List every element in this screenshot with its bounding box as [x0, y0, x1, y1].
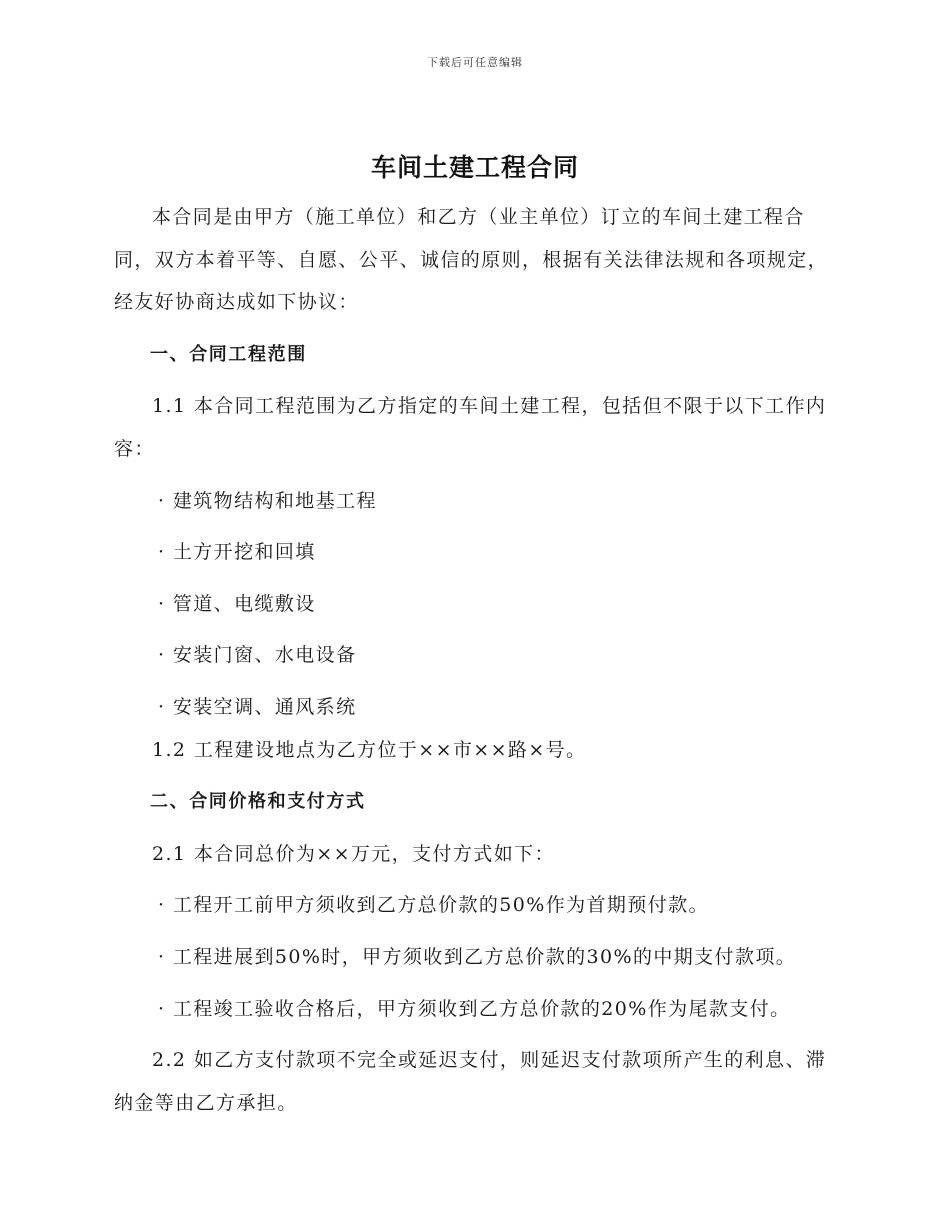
document-title: 车间土建工程合同 — [370, 153, 579, 182]
scope-item: · 管道、电缆敷设 — [158, 592, 316, 615]
payment-item: · 工程开工前甲方须收到乙方总价款的50%作为首期预付款。 — [158, 894, 709, 917]
scope-item: · 土方开挖和回填 — [158, 541, 316, 564]
document-body — [114, 196, 836, 1124]
intro-paragraph: 本合同是由甲方（施工单位）和乙方（业主单位）订立的车间土建工程合同，双方本着平等、自愿、公平、诚信的原则，根据有关法律法规和各项规定，经友好协商达成如下协议： — [114, 206, 829, 314]
scope-item: · 安装空调、通风系统 — [158, 695, 357, 718]
payment-item: · 工程竣工验收合格后，甲方须收到乙方总价款的20%作为尾款支付。 — [158, 997, 791, 1020]
scope-item: · 建筑物结构和地基工程 — [158, 489, 377, 512]
clause-2-1: 2.1 本合同总价为××万元，支付方式如下： — [152, 842, 555, 865]
payment-item: · 工程进展到50%时，甲方须收到乙方总价款的30%的中期支付款项。 — [158, 945, 797, 968]
header-note: 下载后可任意编辑 — [427, 56, 523, 69]
scope-item: · 安装门窗、水电设备 — [158, 644, 357, 667]
section-2-heading: 二、合同价格和支付方式 — [150, 791, 366, 813]
clause-1-1: 1.1 本合同工程范围为乙方指定的车间土建工程，包括但不限于以下工作内容： — [114, 395, 827, 460]
clause-1-2: 1.2 工程建设地点为乙方位于××市××路×号。 — [152, 738, 587, 761]
clause-2-2: 2.2 如乙方支付款项不完全或延迟支付，则延迟支付款项所产生的利息、滞纳金等由乙方承担。 — [114, 1049, 827, 1114]
section-1-heading: 一、合同工程范围 — [150, 343, 307, 365]
